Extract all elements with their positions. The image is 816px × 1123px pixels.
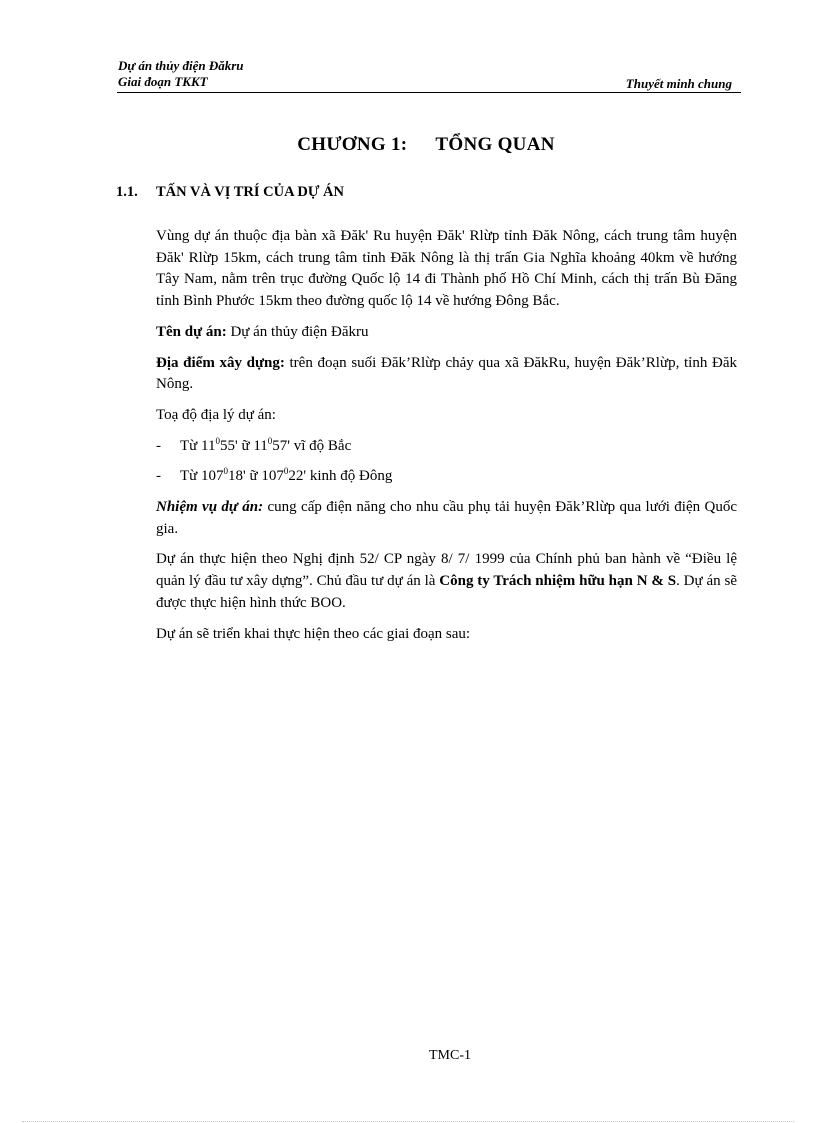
bullet-dash: -: [156, 468, 161, 485]
header-doc-type: Thuyết minh chung: [625, 76, 732, 91]
coord-longitude: Từ $107^018'$ ữ $107^022'$ kinh độ Đông: [180, 466, 393, 485]
header-phase: Giai đoạn TKKT: [118, 74, 208, 89]
list-item: [156, 436, 737, 458]
section-heading: [116, 184, 344, 201]
page-header-left: [118, 58, 244, 90]
location-label: Địa điểm xây dựng:: [156, 354, 285, 371]
decree-paragraph: [156, 549, 737, 614]
section-title: TẤN VÀ VỊ TRÍ CỦA DỰ ÁN: [156, 184, 344, 200]
location-paragraph: [156, 353, 737, 396]
phases-intro: Dự án sẽ triển khai thực hiện theo các giai đoạn sau:: [156, 625, 471, 642]
chapter-number: CHƯƠNG 1:: [297, 134, 408, 155]
list-item: [156, 466, 737, 488]
page-footer: TMC-1: [429, 1048, 471, 1063]
task-value: cung cấp điện năng cho nhu cầu phụ tải huyện Đăk’Rlừp qua lưới điện Quốc gia.: [156, 499, 737, 537]
header-project: Dự án thủy điện Đăkru: [118, 58, 244, 73]
coord-latitude: Từ $11^055'$ ữ $11^057'$ vĩ độ Bắc: [180, 435, 352, 454]
task-paragraph: [156, 497, 737, 540]
bullet-dash: -: [156, 437, 161, 454]
chapter-title: TỔNG QUAN: [435, 134, 555, 155]
header-rule: [117, 92, 741, 93]
investor-name: Công ty Trách nhiệm hữu hạn N & S: [439, 573, 677, 590]
body-text: [156, 226, 737, 654]
section-number: 1.1.: [116, 184, 138, 200]
chapter-heading: [0, 134, 816, 156]
project-name-value: Dự án thủy điện Đăkru: [226, 323, 369, 340]
location-value: trên đoạn suối Đăk’Rlừp chảy qua xã ĐăkRu, huyện Đăk’Rlừp, tỉnh Đăk Nông.: [156, 354, 737, 393]
project-name-label: Tên dự án:: [156, 323, 227, 340]
decree-text: Dự án thực hiện theo Nghị định 52/ CP ngày 8/ 7/ 1999 của Chính phủ ban hành về “Điều lệ quản lý đầu tư xây dựng”. Chủ đầu tư dự án là: [156, 551, 737, 590]
decree-end: . Dự án sẽ được thực hiện hình thức BOO.: [156, 573, 737, 611]
coords-intro: Toạ độ địa lý dự án:: [156, 406, 276, 423]
page-bottom-edge: [22, 1121, 794, 1122]
intro-paragraph: Vùng dự án thuộc địa bàn xã Đăk' Ru huyện Đăk' Rlừp tỉnh Đăk Nông, cách trung tâm huyện Đăk' Rlừp 15km, cách trung tâm tỉnh Đăk Nông là thị trấn Gia Nghĩa khoảng 40km về hướng Tây Nam, nằm trên trục đường Quốc lộ 14 đi Thành phố Hồ Chí Minh, cách thị trấn Bù Đăng tỉnh Bình Phước 15km theo đường quốc lộ 14 về hướng Đông Bắc.: [156, 228, 737, 310]
task-label: Nhiệm vụ dự án:: [156, 499, 264, 516]
project-name-paragraph: [156, 322, 737, 344]
